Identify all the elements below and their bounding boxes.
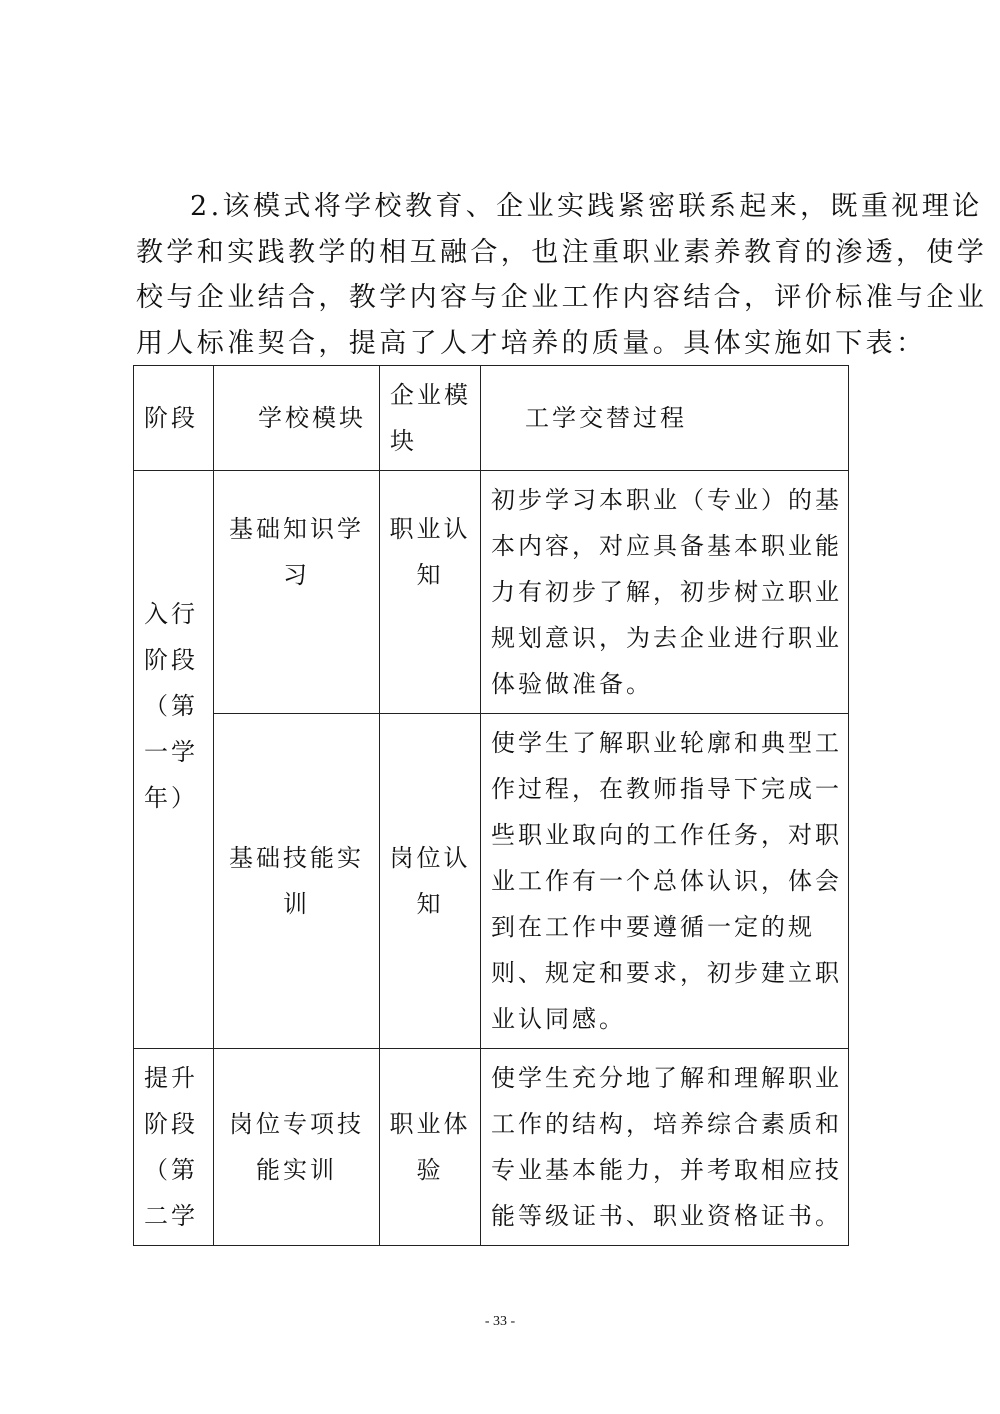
paragraph-line: 2.该模式将学校教育、企业实践紧密联系起来，既重视理论 [190,191,983,222]
header-stage: 阶段 [134,366,214,471]
table-row [134,1049,849,1246]
stage-cell: 入行阶段（第一学年） [134,471,214,1049]
header-enterprise-module: 企业模块 [380,366,481,471]
enterprise-module-text: 职业认知 [389,515,471,589]
school-module-cell: 岗位专项技能实训 [214,1049,380,1246]
implementation-table [133,365,849,1246]
enterprise-module-cell: 岗位认知 [380,714,481,1049]
process-cell: 使学生充分地了解和理解职业工作的结构，培养综合素质和专业基本能力，并考取相应技能等级证书、职业资格证书。 [481,1049,849,1246]
intro-paragraph [136,184,988,366]
page-number: - 33 - [484,1314,516,1329]
paragraph-line: 校与企业结合，教学内容与企业工作内容结合，评价标准与企业 [136,282,988,313]
table-row [134,714,849,1049]
paragraph-line: 用人标准契合，提高了人才培养的质量。具体实施如下表： [136,327,927,359]
stage-cell: 提升阶段（第二学 [134,1049,214,1246]
enterprise-module-cell: 职业体验 [380,1049,481,1246]
process-cell: 使学生了解职业轮廓和典型工作过程，在教师指导下完成一些职业取向的工作任务，对职业工作有一个总体认识，体会到在工作中要遵循一定的规则、规定和要求，初步建立职业认同感。 [481,714,849,1049]
process-cell: 初步学习本职业（专业）的基本内容，对应具备基本职业能力有初步了解，初步树立职业规划意识，为去企业进行职业体验做准备。 [481,471,849,714]
header-process: 工学交替过程 [481,366,849,471]
table-header-row [134,366,849,471]
school-module-text: 基础知识学习 [229,515,364,589]
table-row [134,471,849,714]
header-school-module: 学校模块 [214,366,380,471]
school-module-cell [214,471,380,714]
paragraph-line: 教学和实践教学的相互融合，也注重职业素养教育的渗透，使学 [136,236,988,268]
enterprise-module-cell [380,471,481,714]
school-module-cell: 基础技能实训 [214,714,380,1049]
